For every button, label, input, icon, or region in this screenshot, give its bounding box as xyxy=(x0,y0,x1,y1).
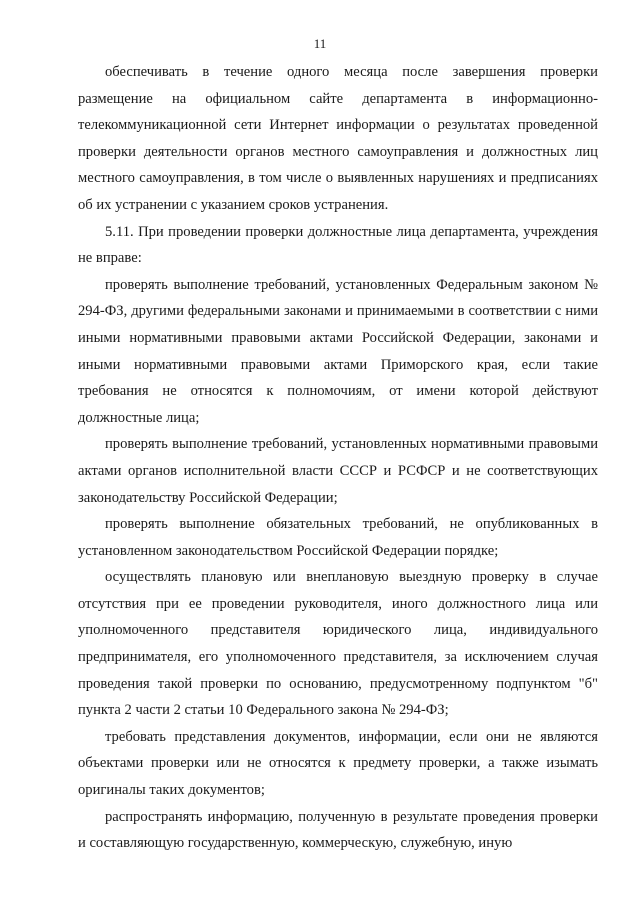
paragraph-section-5-11: 5.11. При проведении проверки должностные лица департамента, учреждения не вправе: xyxy=(78,223,598,267)
paragraph-prohibition-document-demands: требовать представления документов, информации, если они не являются объектами проверки или не относятся к предмету проверки, а также изымать оригиналы таких документов; xyxy=(78,728,598,799)
paragraph-prohibition-federal-requirements: проверять выполнение требований, установленных Федеральным законом № 294-ФЗ, другими федеральными законами и принимаемыми в соответствии с ними иными нормативными правовыми актами Российской Федерации, законами и иными нормативными правовыми актами Приморского края, если такие требования не относятся к полномочиям, от имени которой действуют должностные лица; xyxy=(78,276,598,426)
paragraph-prohibition-information-disclosure: распространять информацию, полученную в результате проведения проверки и составляющую государственную, коммерческую, служебную, иную xyxy=(78,808,598,852)
paragraph-prohibition-unpublished-requirements: проверять выполнение обязательных требований, не опубликованных в установленном законодательством Российской Федерации порядке; xyxy=(78,516,598,559)
paragraph-publication-duty: обеспечивать в течение одного месяца после завершения проверки размещение на официальном сайте департамента в информационно-телекоммуникационной сети Интернет информации о результатах проведенной проверки деятельности органов местного самоуправления и должностных лиц местного самоуправления, в том числе о выявленных нарушениях и предписаниях об их устранении с указанием сроков устранения. xyxy=(78,64,598,213)
paragraph-prohibition-field-inspection: осуществлять плановую или внеплановую выездную проверку в случае отсутствия при ее проведении руководителя, иного должностного лица или уполномоченного представителя юридического лица, индивидуального предпринимателя, его уполномоченного представителя, за исключением случая проведения такой проверки по основанию, предусмотренному подпунктом "б" пункта 2 части 2 статьи 10 Федерального закона № 294-ФЗ; xyxy=(78,569,598,719)
page-number: 11 xyxy=(313,36,327,51)
paragraph-prohibition-ussr-acts: проверять выполнение требований, установленных нормативными правовыми актами органов исполнительной власти СССР и РСФСР и не соответствующих законодательству Российской Федерации; xyxy=(78,436,598,506)
document-body xyxy=(78,59,598,857)
